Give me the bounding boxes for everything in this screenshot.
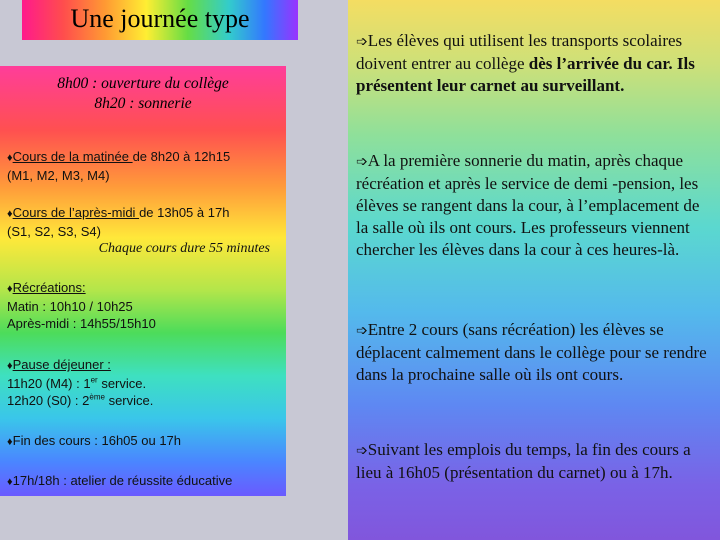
end-time-paragraph: ➩Suivant les emplois du temps, la fin des cours a lieu à 16h05 (présentation du carnet) ou à 17h.: [356, 440, 691, 482]
arrow-icon: ➩: [356, 34, 368, 50]
bullet-icon: ♦: [7, 436, 13, 448]
morning-classes: [7, 148, 280, 184]
lunch-label: Pause déjeuner :: [12, 357, 111, 372]
lunch-first-service: 11h20 (M4) : 1er service.: [7, 375, 147, 391]
morning-detail: (M1, M2, M3, M4): [7, 168, 110, 183]
workshop-text: 17h/18h : atelier de réussite éducative: [12, 473, 233, 488]
afternoon-label: Cours de l’après-midi: [12, 205, 140, 220]
arrow-icon: ➩: [356, 323, 368, 339]
end-of-classes: [7, 432, 280, 451]
lunch-break: [7, 356, 280, 409]
arrow-icon: ➩: [356, 154, 368, 170]
bullet-icon: ♦: [7, 360, 13, 372]
recess-morning: Matin : 10h10 / 10h25: [7, 299, 133, 314]
morning-label: Cours de la matinée: [12, 149, 133, 164]
morning-hours: de 8h20 à 12h15: [132, 149, 231, 164]
bullet-icon: ♦: [7, 476, 13, 488]
recess-times: [7, 279, 280, 332]
lunch-second-service: 12h20 (S0) : 2ème service.: [7, 392, 154, 408]
page-title: Une journée type: [70, 4, 250, 33]
bell-line: 8h20 : sonnerie: [94, 95, 192, 112]
end-text: Fin des cours : 16h05 ou 17h: [12, 433, 182, 448]
schedule-panel: [0, 66, 286, 496]
rules-panel: [348, 0, 720, 540]
workshop-item: [7, 472, 280, 491]
recess-afternoon: Après-midi : 14h55/15h10: [7, 316, 156, 331]
class-duration-note: Chaque cours dure 55 minutes: [98, 241, 270, 256]
afternoon-detail: (S1, S2, S3, S4): [7, 224, 101, 239]
bullet-icon: ♦: [7, 152, 13, 164]
recess-label: Récréations:: [12, 280, 86, 295]
opening-hours: [0, 74, 286, 114]
opening-line: 8h00 : ouverture du collège: [57, 75, 229, 92]
bullet-icon: ♦: [7, 208, 13, 220]
transport-bold-text: dès l’arrivée du car. Ils présentent leur carnet au surveillant.: [356, 54, 695, 95]
bullet-icon: ♦: [7, 283, 13, 295]
afternoon-classes: [7, 204, 280, 257]
afternoon-hours: de 13h05 à 17h: [139, 205, 230, 220]
arrow-icon: ➩: [356, 443, 368, 459]
movement-paragraph: ➩Entre 2 cours (sans récréation) les élèves se déplacent calmement dans le collège pour se rendre dans la prochaine salle où ils ont cours.: [356, 320, 707, 384]
title-banner: [22, 0, 298, 40]
lineup-paragraph: ➩A la première sonnerie du matin, après chaque récréation et après le service de demi -pension, les élèves se rangent dans la cour, à l’emplacement de la salle où ils ont cours. Les professeurs viennent chercher les élèves dans la cour à ces heures-là.: [356, 151, 700, 259]
transport-paragraph: ➩Les élèves qui utilisent les transports scolaires doivent entrer au collège dès l’arrivée du car. Ils présentent leur carnet au surveillant.: [356, 31, 695, 95]
